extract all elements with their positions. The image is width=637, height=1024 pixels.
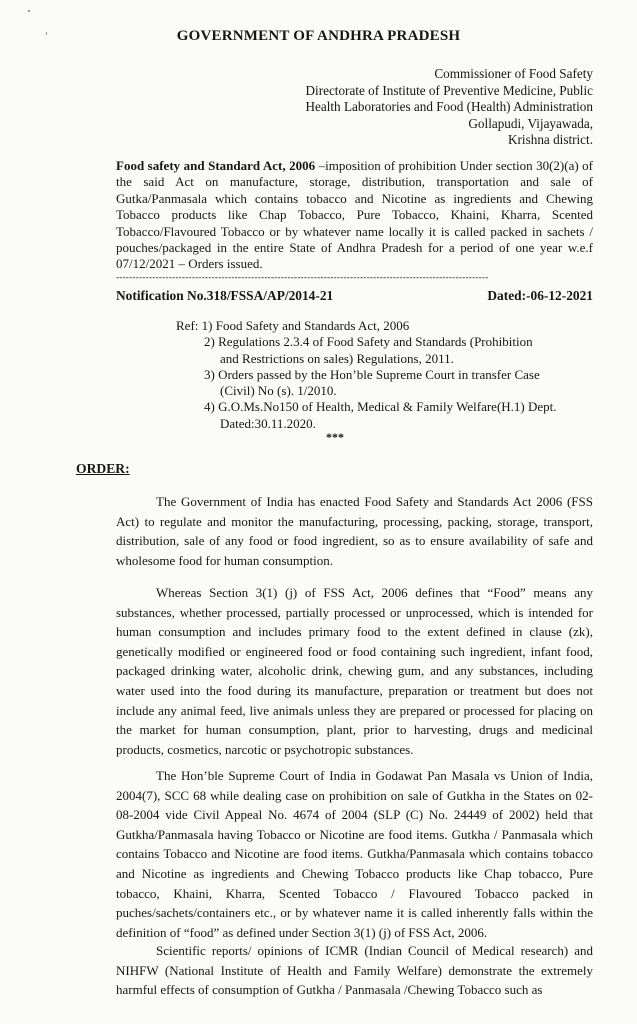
reference-item-continued: and Restrictions on sales) Regulations, 2011.	[220, 350, 454, 366]
reference-item-continued: Dated:30.11.2020.	[220, 415, 316, 431]
subject-text: –imposition of prohibition Under section 30(2)(a) of the said Act on manufacture, storage, distribution, transportation and sale of Gutka/Panmasala which contains tobacco and Nicotine as ingredients and Chewing Tobacco products like Chap Tobacco, Pure Tobacco, Khaini, Kharra, Scented Tobacco/Flavoured Tobacco or by whatever name locally it is called packed in sachets / pouches/packaged in the entire State of Andhra Pradesh for a period of one year w.e.f 07/12/2021 – Orders issued.	[116, 158, 593, 272]
notification-row	[116, 288, 593, 304]
order-paragraph	[116, 766, 593, 942]
reference-item: 4) G.O.Ms.No150 of Health, Medical & Family Welfare(H.1) Dept.	[204, 399, 557, 415]
subject-lead: Food safety and Standard Act, 2006	[116, 158, 316, 173]
address-line: Krishna district.	[508, 132, 593, 148]
reference-item: Ref: 1) Food Safety and Standards Act, 2006	[176, 318, 410, 333]
address-line: Commissioner of Food Safety	[434, 66, 593, 81]
address-line: Directorate of Institute of Preventive Medicine, Public	[305, 82, 593, 98]
subject-paragraph	[116, 158, 593, 273]
scan-speck	[28, 10, 30, 12]
paragraph-text: The Hon’ble Supreme Court of India in Godawat Pan Masala vs Union of India, 2004(7), SCC 68 while dealing case on prohibition on sale of Gutkha in the States on 02-08-2004 vide Civil Appeal No. 4674 of 2004 (SLP (C) No. 24449 of 2002) held that Gutkha/Panmasala having Tobacco or Nicotine are food items. Gutkha / Panmasala which contains Tobacco and Nicotine are food items. Gutkha/Panmasala which contains tobacco and Nicotine as ingredients and Chewing Tobacco products like Chap tobacco, Pure tobacco, Khaini, Kharra, Scented Tobacco / Flavoured Tobacco packed in puches/sachets/containers etc., or by whatever name it is called inherently falls within the definition of “food” as defined under Section 3(1) (j) of FSS Act, 2006.	[116, 768, 593, 940]
address-line: Health Laboratories and Food (Health) Administration	[305, 99, 593, 115]
paragraph-text: Whereas Section 3(1) (j) of FSS Act, 2006 defines that “Food” means any substances, whether processed, partially processed or unprocessed, which is intended for human consumption and includes primary food to the extent defined in clause (zk), genetically modified or engineered food or food containing such ingredient, infant food, packaged drinking water, alcoholic drink, chewing gum, and any substances, including water used into the food during its manufacture, preparation or treatment but does not include any animal feed, live animals unless they are prepared or processed for placing on the market for human consumption, plant, prior to harvesting, drugs and medicinal products, cosmetics, narcotic or psychotropic substances.	[116, 585, 593, 757]
order-paragraph	[116, 492, 593, 570]
order-paragraph	[116, 941, 593, 1000]
reference-item: 3) Orders passed by the Hon’ble Supreme Court in transfer Case	[204, 366, 540, 382]
notification-date: Dated:-06-12-2021	[487, 288, 593, 303]
order-heading-text: ORDER	[76, 461, 126, 476]
reference-item: 2) Regulations 2.3.4 of Food Safety and Standards (Prohibition	[204, 334, 533, 350]
dashed-divider: -----------------------------------------------------------------------------------------------------------------	[116, 272, 489, 282]
section-separator-stars: ***	[326, 430, 344, 444]
address-line: Gollapudi, Vijayawada,	[468, 115, 593, 131]
government-title: GOVERNMENT OF ANDHRA PRADESH	[176, 28, 461, 44]
paragraph-text: Scientific reports/ opinions of ICMR (Indian Council of Medical research) and NIHFW (National Institute of Health and Family Welfare) demonstrate the extremely harmful effects of consumption of Gutkha / Panmasala /Chewing Tobacco such as	[116, 943, 593, 998]
paragraph-text: The Government of India has enacted Food Safety and Standards Act 2006 (FSS Act) to regulate and monitor the manufacturing, processing, packing, storage, transport, distribution, sale of any food or food ingredient, so as to ensure availability of safe and wholesome food for human consumption.	[116, 494, 593, 568]
order-paragraph	[116, 583, 593, 759]
order-heading-colon: :	[125, 461, 130, 476]
issuing-authority-address	[306, 66, 594, 149]
reference-item-continued: (Civil) No (s). 1/2010.	[220, 383, 337, 399]
order-heading	[76, 461, 130, 477]
references-list	[176, 318, 557, 432]
notification-number: Notification No.318/FSSA/AP/2014-21	[116, 288, 334, 303]
